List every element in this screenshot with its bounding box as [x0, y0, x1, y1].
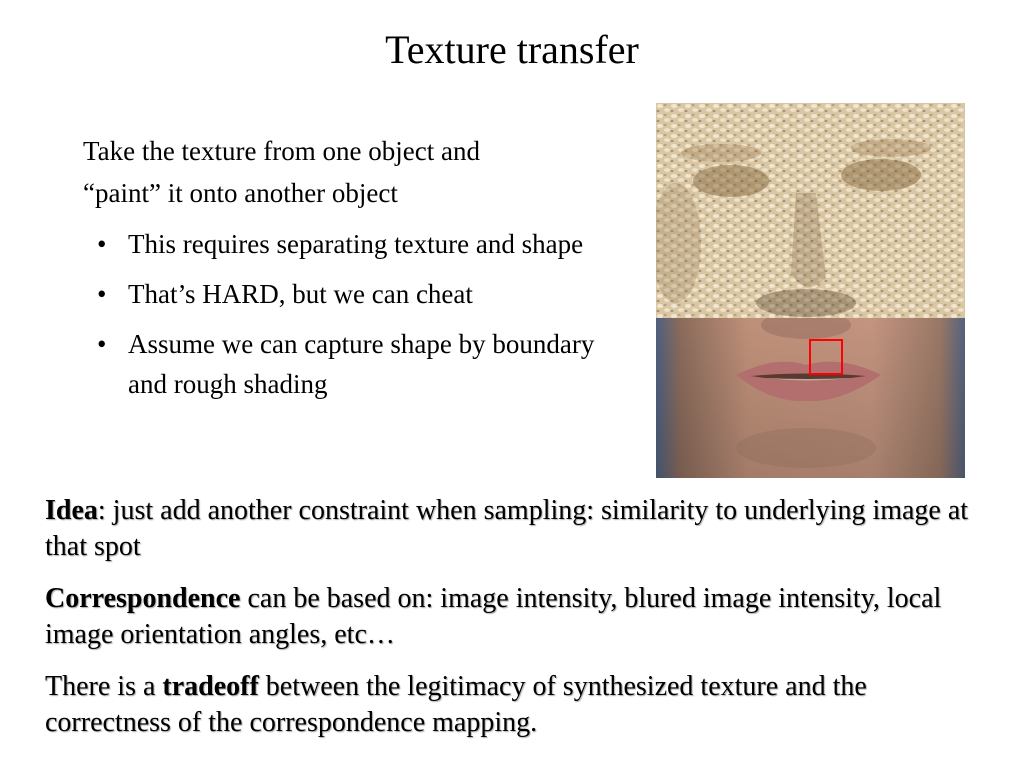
tradeoff-bold: tradeoff [162, 671, 259, 702]
intro-line-1: Take the texture from one object and [83, 136, 480, 166]
face-texture-transfer-image [656, 103, 965, 478]
correspondence-text: can be based on: image intensity, blured image intensity, local image orientation angles, etc… [45, 583, 942, 650]
bullet-text: This requires separating texture and shape [128, 229, 584, 259]
idea-bold: Idea [45, 495, 98, 526]
tradeoff-post: between the legitimacy of synthesized texture and the correctness of the correspondence mapping. [45, 671, 867, 738]
bullet-item [95, 224, 595, 264]
idea-text: : just add another constraint when sampling: similarity to underlying image at that spot [45, 495, 969, 562]
bullet-list [95, 224, 595, 414]
tradeoff-pre: There is a [45, 671, 163, 702]
tradeoff-paragraph [45, 669, 995, 741]
face-image-svg [656, 103, 965, 478]
bullet-item [95, 324, 595, 404]
bullet-icon: • [97, 229, 107, 259]
bullet-text: Assume we can capture shape by boundary and rough shading [128, 329, 595, 399]
bullet-item [95, 274, 595, 314]
correspondence-bold: Correspondence [45, 583, 241, 614]
slide-title: Texture transfer [385, 27, 639, 72]
bullet-icon: • [97, 279, 107, 309]
bullet-text: That’s HARD, but we can cheat [128, 279, 473, 309]
ideas-section [45, 493, 995, 757]
bullet-icon: • [97, 329, 107, 359]
intro-text [83, 130, 603, 214]
correspondence-paragraph [45, 581, 995, 653]
idea-paragraph [45, 493, 995, 565]
intro-line-2: “paint” it onto another object [83, 178, 398, 208]
